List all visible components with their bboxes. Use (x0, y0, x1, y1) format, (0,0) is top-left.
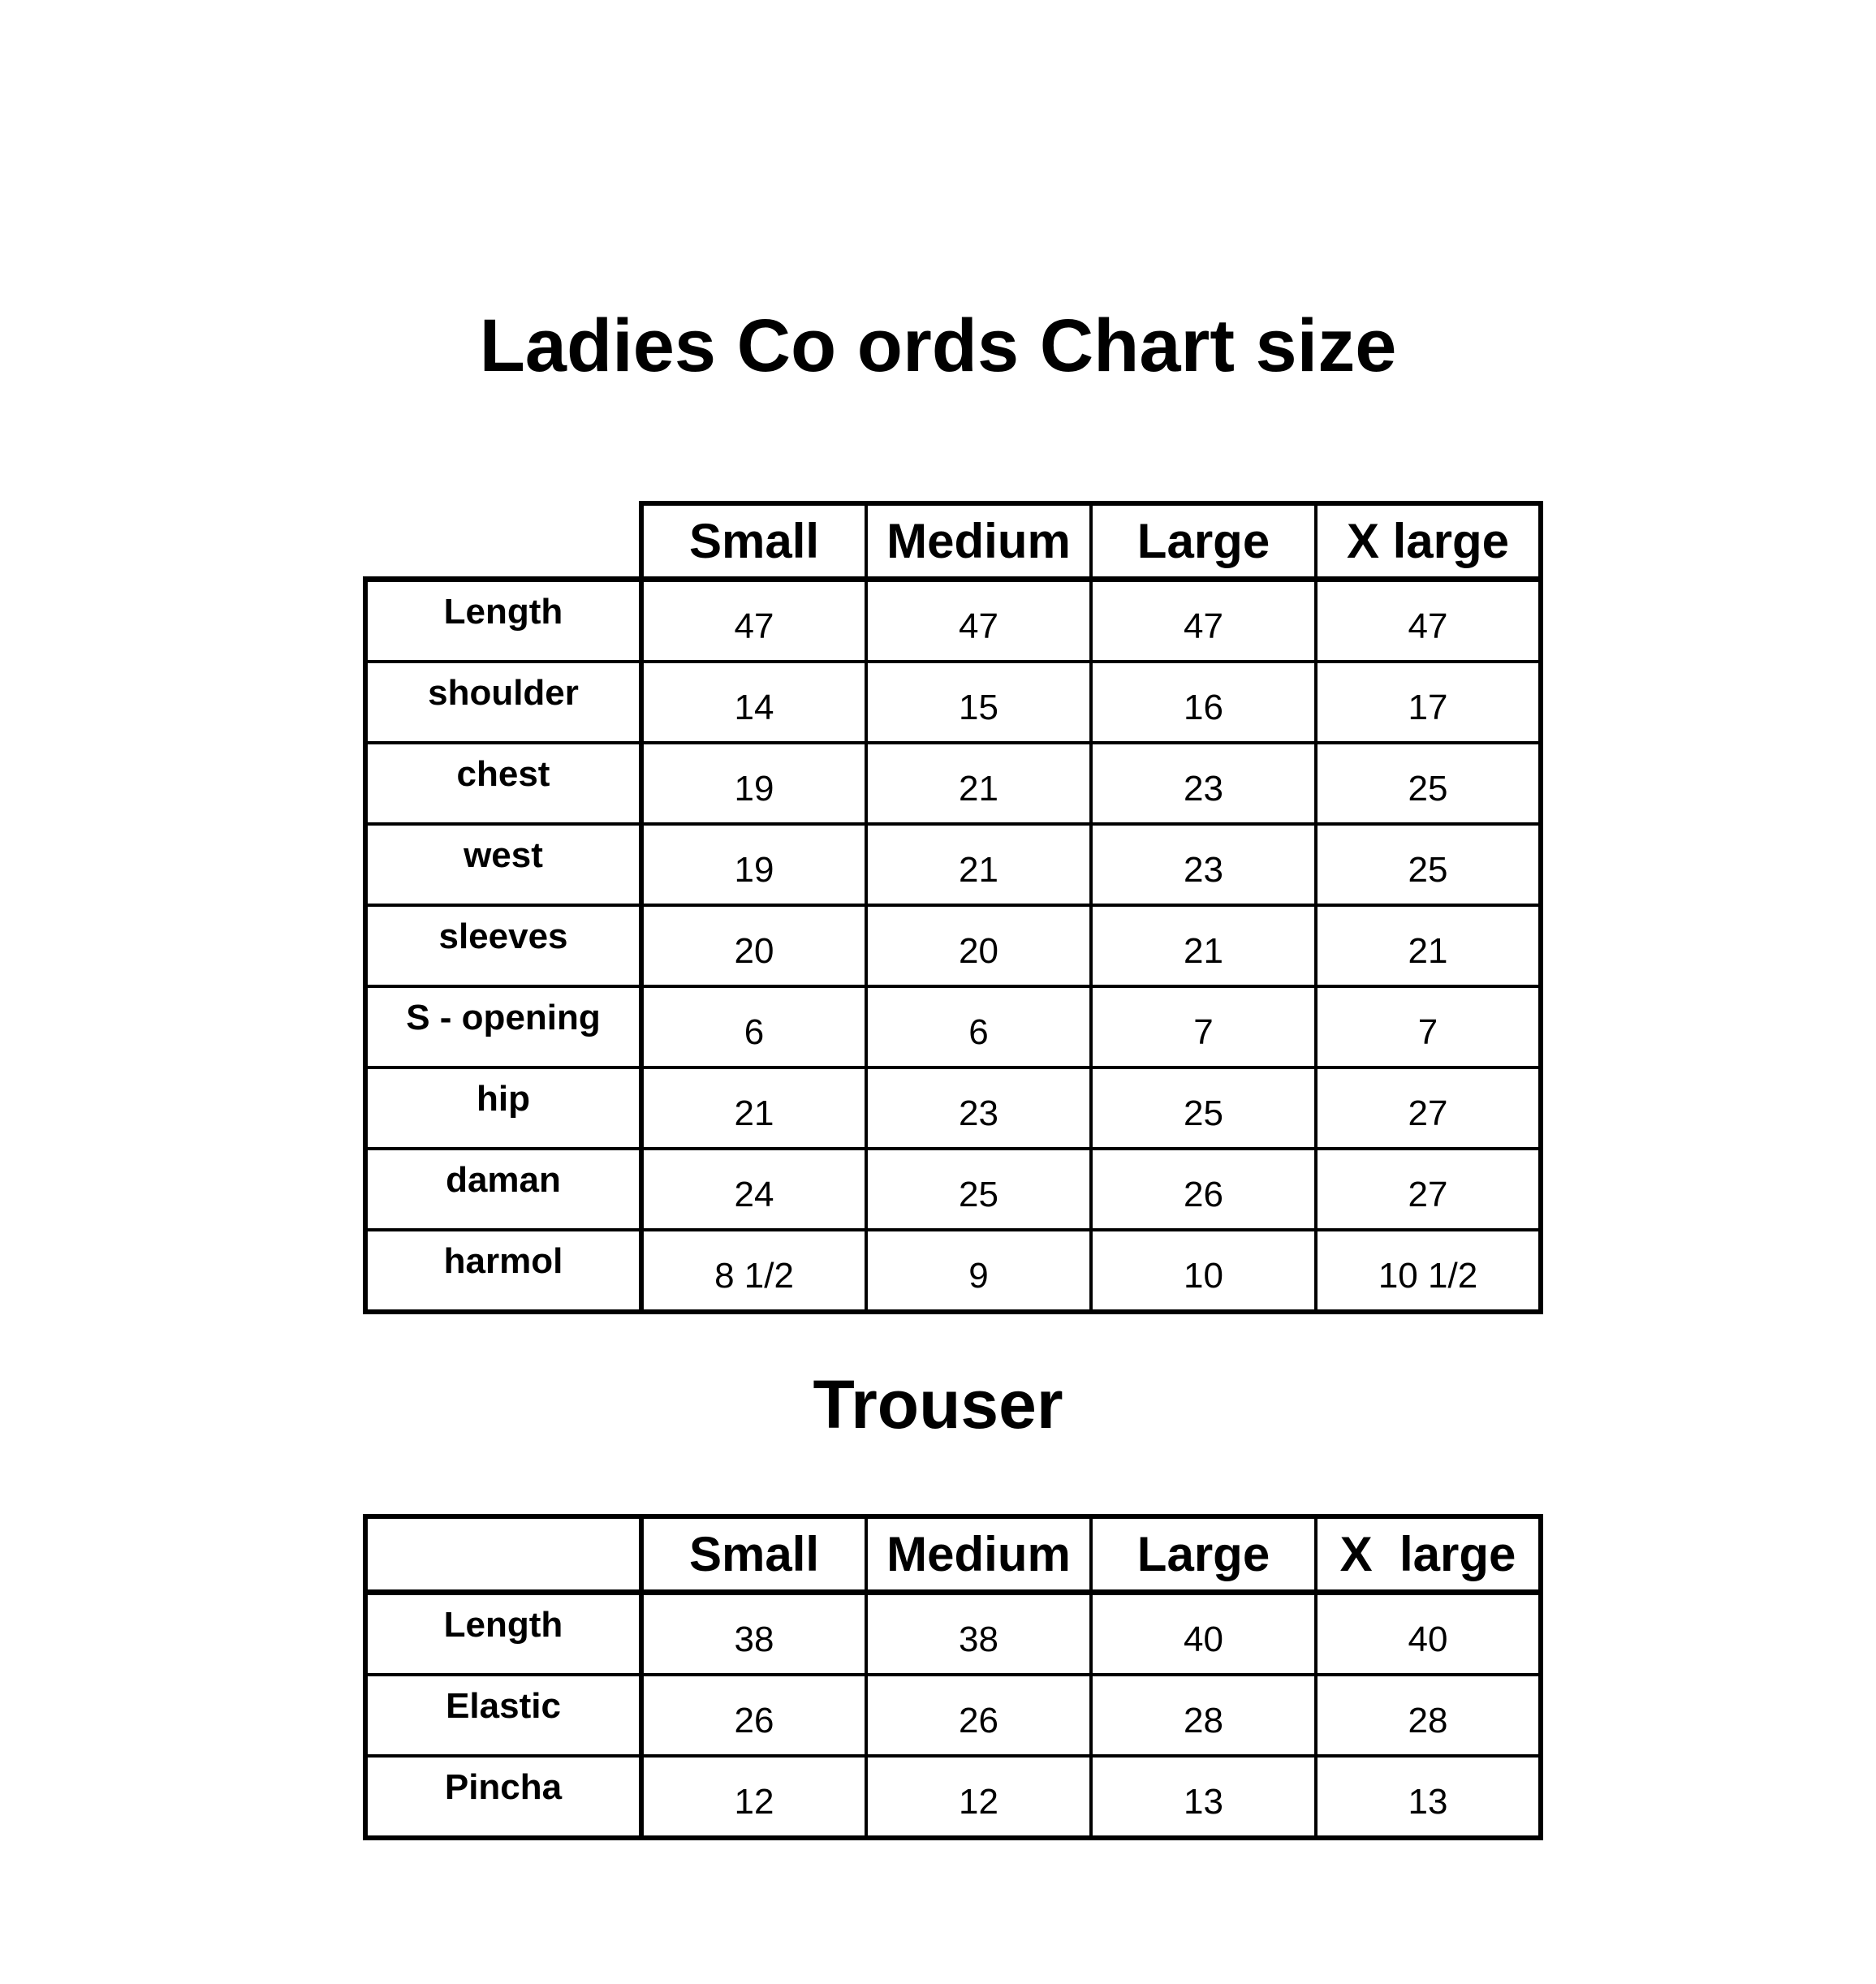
table-cell: 47 (1091, 580, 1316, 662)
table-cell: 24 (641, 1149, 866, 1230)
row-label: shoulder (365, 662, 641, 743)
table-cell: 28 (1316, 1675, 1541, 1756)
table-cell: 25 (866, 1149, 1091, 1230)
row-label: hip (365, 1067, 641, 1149)
table-cell: 13 (1316, 1756, 1541, 1838)
table-cell: 21 (1091, 905, 1316, 986)
table-cell: 15 (866, 662, 1091, 743)
header-row (365, 1516, 1541, 1593)
table-cell: 6 (641, 986, 866, 1067)
table-row (365, 1067, 1541, 1149)
table-cell: 38 (866, 1593, 1091, 1676)
header-cell: Small (641, 503, 866, 580)
row-label: west (365, 824, 641, 905)
table-cell: 47 (1316, 580, 1541, 662)
header-cell: Small (641, 1516, 866, 1593)
table-row (365, 1593, 1541, 1676)
table-cell: 25 (1316, 743, 1541, 824)
table-row (365, 824, 1541, 905)
header-cell: Medium (866, 1516, 1091, 1593)
table-cell: 27 (1316, 1149, 1541, 1230)
table-cell: 25 (1091, 1067, 1316, 1149)
corner-cell (365, 503, 641, 580)
table-cell: 17 (1316, 662, 1541, 743)
table-cell: 28 (1091, 1675, 1316, 1756)
table-row (365, 905, 1541, 986)
table-cell: 16 (1091, 662, 1316, 743)
table-cell: 38 (641, 1593, 866, 1676)
table-cell: 20 (641, 905, 866, 986)
table-row (365, 986, 1541, 1067)
header-cell: Large (1091, 503, 1316, 580)
row-label: chest (365, 743, 641, 824)
row-label: sleeves (365, 905, 641, 986)
table-cell: 19 (641, 824, 866, 905)
table-cell: 47 (641, 580, 866, 662)
table-cell: 26 (641, 1675, 866, 1756)
page-title: Ladies Co ords Chart size (479, 304, 1397, 387)
header-cell: Large (1091, 1516, 1316, 1593)
table-cell: 23 (1091, 824, 1316, 905)
table-cell: 8 1/2 (641, 1230, 866, 1312)
table-cell: 14 (641, 662, 866, 743)
row-label: Elastic (365, 1675, 641, 1756)
header-row (365, 503, 1541, 580)
table-cell: 40 (1316, 1593, 1541, 1676)
header-cell: X large (1316, 1516, 1541, 1593)
row-label: harmol (365, 1230, 641, 1312)
table-cell: 12 (641, 1756, 866, 1838)
table-cell: 20 (866, 905, 1091, 986)
table-cell: 21 (641, 1067, 866, 1149)
table-cell: 19 (641, 743, 866, 824)
table-cell: 21 (1316, 905, 1541, 986)
table-cell: 21 (866, 824, 1091, 905)
row-label: daman (365, 1149, 641, 1230)
table-cell: 23 (1091, 743, 1316, 824)
table-row (365, 743, 1541, 824)
table-cell: 13 (1091, 1756, 1316, 1838)
table-cell: 10 (1091, 1230, 1316, 1312)
table-row (365, 1149, 1541, 1230)
header-cell: X large (1316, 503, 1541, 580)
corner-cell (365, 1516, 641, 1593)
table-cell: 9 (866, 1230, 1091, 1312)
table-cell: 7 (1091, 986, 1316, 1067)
trouser-title: Trouser (813, 1366, 1063, 1443)
table-cell: 6 (866, 986, 1091, 1067)
top-size-table (363, 501, 1543, 1314)
row-label: Pincha (365, 1756, 641, 1838)
header-cell: Medium (866, 503, 1091, 580)
table-cell: 21 (866, 743, 1091, 824)
row-label: Length (365, 1593, 641, 1676)
table-row (365, 662, 1541, 743)
table-row (365, 1675, 1541, 1756)
table-cell: 26 (1091, 1149, 1316, 1230)
row-label: S - opening (365, 986, 641, 1067)
table-row (365, 1230, 1541, 1312)
table-cell: 25 (1316, 824, 1541, 905)
trouser-size-table (363, 1514, 1543, 1840)
table-cell: 12 (866, 1756, 1091, 1838)
table-cell: 23 (866, 1067, 1091, 1149)
table-cell: 40 (1091, 1593, 1316, 1676)
table-row (365, 1756, 1541, 1838)
table-cell: 26 (866, 1675, 1091, 1756)
row-label: Length (365, 580, 641, 662)
table-cell: 7 (1316, 986, 1541, 1067)
table-row (365, 580, 1541, 662)
table-cell: 10 1/2 (1316, 1230, 1541, 1312)
table-cell: 27 (1316, 1067, 1541, 1149)
table-cell: 47 (866, 580, 1091, 662)
